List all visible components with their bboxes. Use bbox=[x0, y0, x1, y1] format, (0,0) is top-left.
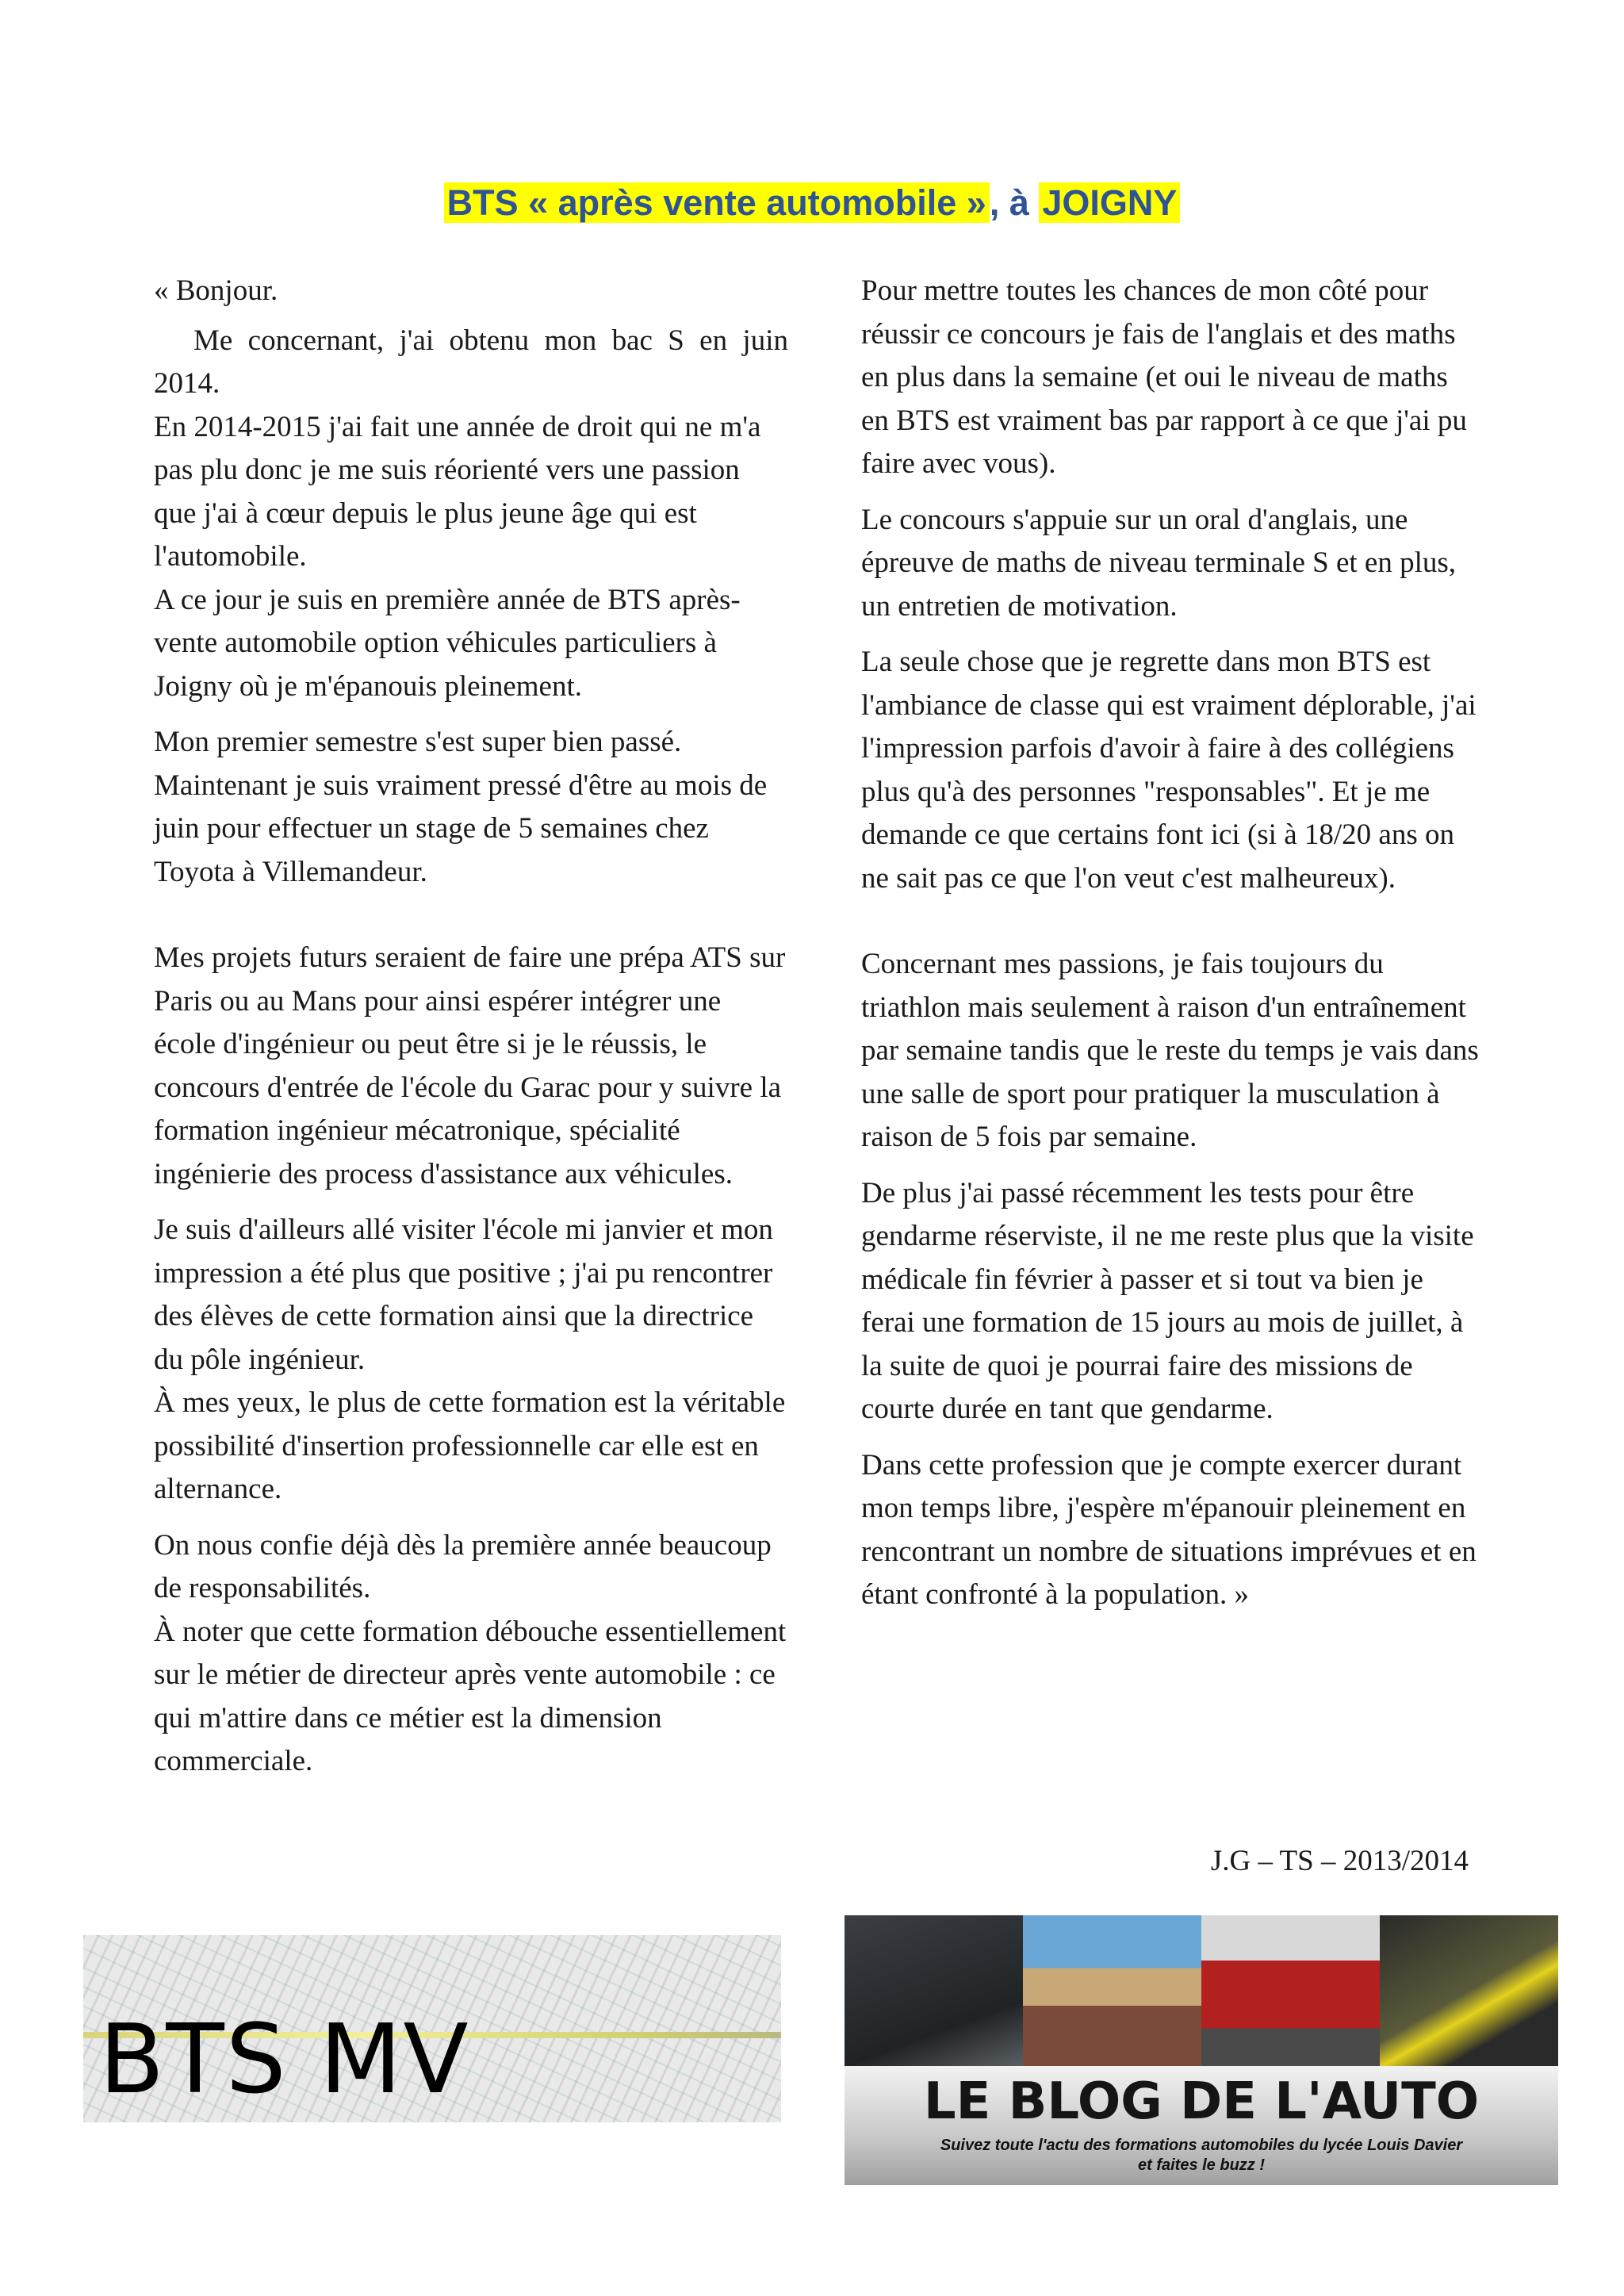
right-paragraph-3: La seule chose que je regrette dans mon BTS est l'ambiance de classe qui est vraiment déplorable, j'ai l'impression parfois d'avoir à faire à des collégiens plus qu'à des personnes "responsables". Et je me demande ce que certains font ici (si à 18/20 ans on ne sait pas ce que l'on veut c'est malheureux). bbox=[861, 646, 1477, 895]
left-paragraph-3: A ce jour je suis en première année de BTS après-vente automobile option véhicules particuliers à Joigny où je m'épanouis pleinement. bbox=[154, 583, 741, 703]
bts-mv-logo-text: BTS MV bbox=[99, 2005, 470, 2115]
greeting: « Bonjour. bbox=[154, 274, 278, 307]
left-paragraph-8: On nous confie déjà dès la première année beaucoup de responsabilités. bbox=[154, 1528, 772, 1604]
photo-rally-crowd bbox=[1023, 1915, 1201, 2066]
right-paragraph-2: Le concours s'appuie sur un oral d'anglais, une épreuve de maths de niveau terminale S et en plus, un entretien de motivation. bbox=[861, 503, 1457, 623]
blog-subtitle-line-2: et faites le buzz ! bbox=[1137, 2156, 1266, 2174]
page-title bbox=[0, 182, 1624, 224]
left-paragraph-1: Me concernant, j'ai obtenu mon bac S en juin 2014. bbox=[154, 324, 788, 400]
photo-offroad-car bbox=[845, 1915, 1023, 2066]
title-part-bts: BTS « après vente automobile » bbox=[444, 182, 990, 223]
right-column bbox=[861, 270, 1480, 1630]
blog-title: LE BLOG DE L'AUTO bbox=[923, 2072, 1480, 2131]
blog-photo-strip bbox=[845, 1915, 1558, 2066]
photo-race-car bbox=[1380, 1915, 1558, 2066]
title-part-joigny: JOIGNY bbox=[1039, 182, 1180, 223]
left-column bbox=[154, 270, 788, 1796]
signature: J.G – TS – 2013/2014 bbox=[1210, 1845, 1469, 1877]
left-paragraph-2: En 2014-2015 j'ai fait une année de droit qui ne m'a pas plu donc je me suis réorienté vers une passion que j'ai à cœur depuis le plus jeune âge qui est l'automobile. bbox=[154, 410, 761, 573]
left-paragraph-5: Mes projets futurs seraient de faire une prépa ATS sur Paris ou au Mans pour ainsi espérer intégrer une école d'ingénieur ou peut être si je le réussis, le concours d'entrée de l'école du Garac pour y suivre la formation ingénieur mécatronique, spécialité ingénierie des process d'assistance aux véhicules. bbox=[154, 941, 786, 1190]
title-separator: , à bbox=[989, 182, 1040, 224]
left-paragraph-7: À mes yeux, le plus de cette formation est la véritable possibilité d'insertion professionnelle car elle est en alternance. bbox=[154, 1386, 786, 1505]
left-paragraph-9: À noter que cette formation débouche essentiellement sur le métier de directeur après vente automobile : ce qui m'attire dans ce métier est la dimension commerciale. bbox=[154, 1615, 787, 1777]
right-paragraph-6: Dans cette profession que je compte exercer durant mon temps libre, j'espère m'épanouir pleinement en rencontrant un nombre de situations imprévues et en étant confronté à la population. » bbox=[861, 1448, 1477, 1611]
photo-red-car-engine bbox=[1201, 1915, 1380, 2066]
blog-subtitle-line-1: Suivez toute l'actu des formations automobiles du lycée Louis Davier bbox=[940, 2137, 1463, 2154]
right-paragraph-1: Pour mettre toutes les chances de mon côté pour réussir ce concours je fais de l'anglais et des maths en plus dans la semaine (et oui le niveau de maths en BTS est vraiment bas par rapport à ce que j'ai pu faire avec vous). bbox=[861, 274, 1467, 480]
right-paragraph-4: Concernant mes passions, je fais toujours du triathlon mais seulement à raison d'un entraînement par semaine tandis que le reste du temps je vais dans une salle de sport pour pratiquer la musculation à raison de 5 fois par semaine. bbox=[861, 948, 1479, 1153]
left-paragraph-4: Mon premier semestre s'est super bien passé. Maintenant je suis vraiment pressé d'être au mois de juin pour effectuer un stage de 5 semaines chez Toyota à Villemandeur. bbox=[154, 726, 768, 888]
left-paragraph-6: Je suis d'ailleurs allé visiter l'école mi janvier et mon impression a été plus que positive ; j'ai pu rencontrer des élèves de cette formation ainsi que la directrice du pôle ingénieur. bbox=[154, 1213, 773, 1376]
blog-subtitle bbox=[845, 2136, 1558, 2175]
blog-auto-logo bbox=[845, 1915, 1558, 2185]
bts-mv-logo bbox=[83, 1935, 781, 2122]
right-paragraph-5: De plus j'ai passé récemment les tests pour être gendarme réserviste, il ne me reste plus que la visite médicale fin février à passer et si tout va bien je ferai une formation de 15 jours au mois de juillet, à la suite de quoi je pourrai faire des missions de courte durée en tant que gendarme. bbox=[861, 1176, 1474, 1425]
